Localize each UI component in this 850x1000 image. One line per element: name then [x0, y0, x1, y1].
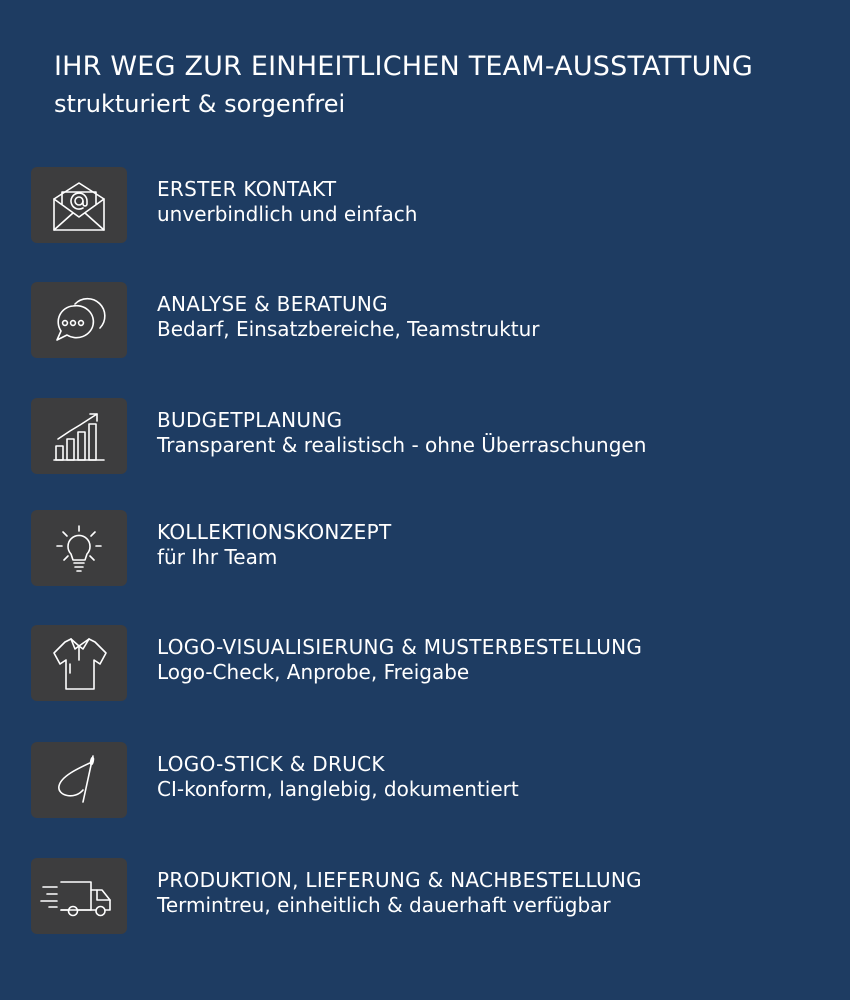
- bar-chart-growth-icon: [31, 398, 127, 474]
- step-logo-visualisierung: [31, 625, 811, 701]
- step-erster-kontakt: [31, 167, 811, 243]
- step-produktion-lieferung: [31, 858, 811, 934]
- step-description: Transparent & realistisch - ohne Überraschungen: [157, 433, 647, 457]
- step-title: KOLLEKTIONSKONZEPT: [157, 520, 392, 544]
- page-subtitle: strukturiert & sorgenfrei: [54, 90, 346, 118]
- delivery-truck-icon: [31, 858, 127, 934]
- lightbulb-icon: [31, 510, 127, 586]
- step-description: Bedarf, Einsatzbereiche, Teamstruktur: [157, 317, 540, 341]
- step-title: PRODUKTION, LIEFERUNG & NACHBESTELLUNG: [157, 868, 642, 892]
- step-title: LOGO-STICK & DRUCK: [157, 752, 385, 776]
- step-budgetplanung: [31, 398, 811, 474]
- step-title: LOGO-VISUALISIERUNG & MUSTERBESTELLUNG: [157, 635, 643, 659]
- step-title: ERSTER KONTAKT: [157, 177, 337, 201]
- header: [54, 50, 753, 119]
- step-analyse-beratung: [31, 282, 811, 358]
- page-title: IHR WEG ZUR EINHEITLICHEN TEAM-AUSSTATTUNG: [54, 51, 754, 82]
- needle-thread-icon: [31, 742, 127, 818]
- polo-shirt-icon: [31, 625, 127, 701]
- step-title: BUDGETPLANUNG: [157, 408, 343, 432]
- step-description: Logo-Check, Anprobe, Freigabe: [157, 660, 470, 684]
- envelope-at-icon: [31, 167, 127, 243]
- step-description: Termintreu, einheitlich & dauerhaft verfügbar: [157, 893, 611, 917]
- step-description: CI-konform, langlebig, dokumentiert: [157, 777, 519, 801]
- step-kollektionskonzept: [31, 510, 811, 586]
- step-logo-stick-druck: [31, 742, 811, 818]
- step-description: für Ihr Team: [157, 545, 278, 569]
- step-description: unverbindlich und einfach: [157, 202, 418, 226]
- step-title: ANALYSE & BERATUNG: [157, 292, 388, 316]
- chat-bubbles-icon: [31, 282, 127, 358]
